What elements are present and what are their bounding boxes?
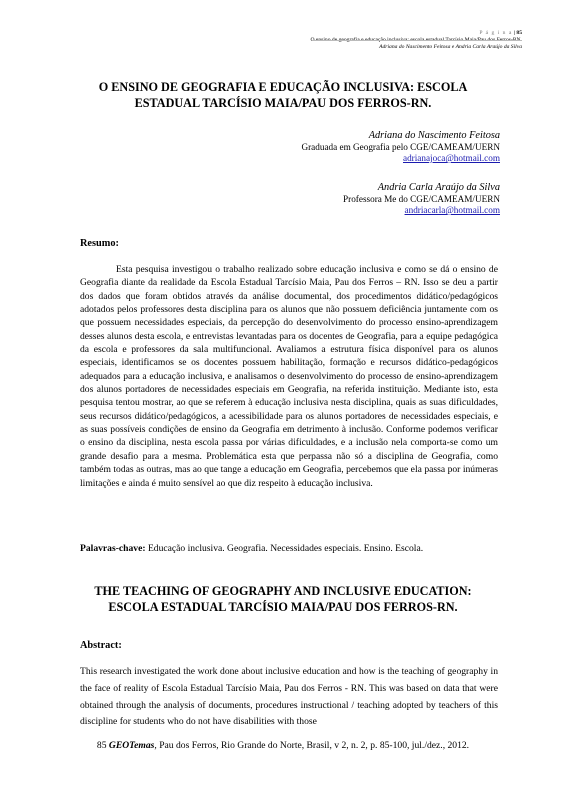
abstract-heading: Abstract: [80, 640, 122, 651]
abstract-body: This research investigated the work done about inclusive education and how is the teaching of geography in the face of reality of Escola Estadual Tarcísio Maia, Pau dos Ferros - RN. This was based on data that were obtained through the analysis of documents, procedures instructional / teaching adopted by teachers of this discipline for students who do not have disabilities with those [80, 666, 498, 728]
keywords-text: Educação inclusiva. Geografia. Necessidades especiais. Ensino. Escola. [145, 543, 424, 554]
title-portuguese: O ENSINO DE GEOGRAFIA E EDUCAÇÃO INCLUSIVA: ESCOLA ESTADUAL TARCÍSIO MAIA/PAU DOS FERROS-RN. [98, 80, 468, 110]
page-label: P á g i n a [479, 30, 513, 36]
footer-page-number: 85 [96, 740, 109, 751]
journal-name: GEOTemas [108, 740, 155, 751]
page-number: | 85 [513, 30, 522, 36]
author-1 [301, 130, 500, 165]
running-title: O ensino de geografia e educação inclusiva: escola estadual Tarcísio Maia/Pau dos Ferros-RN. [310, 37, 522, 44]
author-email-link[interactable]: andriacarla@hotmail.com [404, 205, 500, 216]
header-rule [312, 40, 522, 41]
resumo-heading: Resumo: [80, 238, 119, 249]
author-2 [343, 182, 500, 217]
keywords-label: Palavras-chave: [80, 543, 146, 554]
resumo-body: Esta pesquisa investigou o trabalho realizado sobre educação inclusiva e como se dá o ensino de Geografia diante da realidade da Escola Estadual Tarcísio Maia, Pau dos Ferros – RN. Isso se deu a partir dos dados que foram obtidos através da análise documental, dos procedimentos didático/pedagógicos adotados pelos professores desta disciplina para os alunos que não possuem deficiência juntamente com os que possuem necessidades especiais, da percepção do desenvolvimento do processo ensino-aprendizagem desses alunos desta escola, e entrevistas levantadas para os docentes de Geografia, para a equipe pedagógica da escola e professores da sala multifuncional. Avaliamos a estrutura física disponível para os alunos especiais, identificamos se os docentes possuem habilitação, formação e recursos didático-pedagógicos adequados para a educação inclusiva, e analisamos o desenvolvimento do processo de ensino-aprendizagem dos alunos portadores de necessidades especiais em Geografia, na referida instituição. Mediante isto, esta pesquisa tentou mostrar, ao que se referem à educação inclusiva nesta disciplina, quais as suas dificuldades, seus recursos didático/pedagógicos, a acessibilidade para os alunos portadores de necessidades especiais, e as suas possíveis condições de ensino da Geografia em detrimento à inclusão. Conforme podemos verificar o ensino da disciplina, nesta escola passa por várias dificuldades, e a inclusão nela comporta-se como um grande desafio para a mesma. Problemática esta que perpassa não só a disciplina de Geografia, como também todas as outras, mas ao que tange a educação em Geografia, percebemos que ela passa por inúmeras limitações e ainda é muito sensível ao que diz respeito à educação inclusiva. [80, 264, 498, 489]
author-name: Andria Carla Araújo da Silva [377, 182, 500, 193]
author-email-link[interactable]: adrianajoca@hotmail.com [403, 153, 500, 164]
title-english: THE TEACHING OF GEOGRAPHY AND INCLUSIVE EDUCATION: ESCOLA ESTADUAL TARCÍSIO MAIA/PAU DOS FERROS-RN. [94, 584, 472, 614]
author-affiliation: Graduada em Geografia pelo CGE/CAMEAM/UERN [301, 141, 500, 152]
page-footer [0, 740, 566, 751]
author-affiliation: Professora Me do CGE/CAMEAM/UERN [343, 193, 500, 204]
footer-citation: , Pau dos Ferros, Rio Grande do Norte, Brasil, v 2, n. 2, p. 85-100, jul./dez., 2012. [154, 740, 470, 751]
running-authors: Adriana do Nascimento Feitosa e Andria Carla Araújo da Silva [379, 44, 522, 51]
author-name: Adriana do Nascimento Feitosa [368, 130, 500, 141]
keywords-line [80, 542, 498, 555]
